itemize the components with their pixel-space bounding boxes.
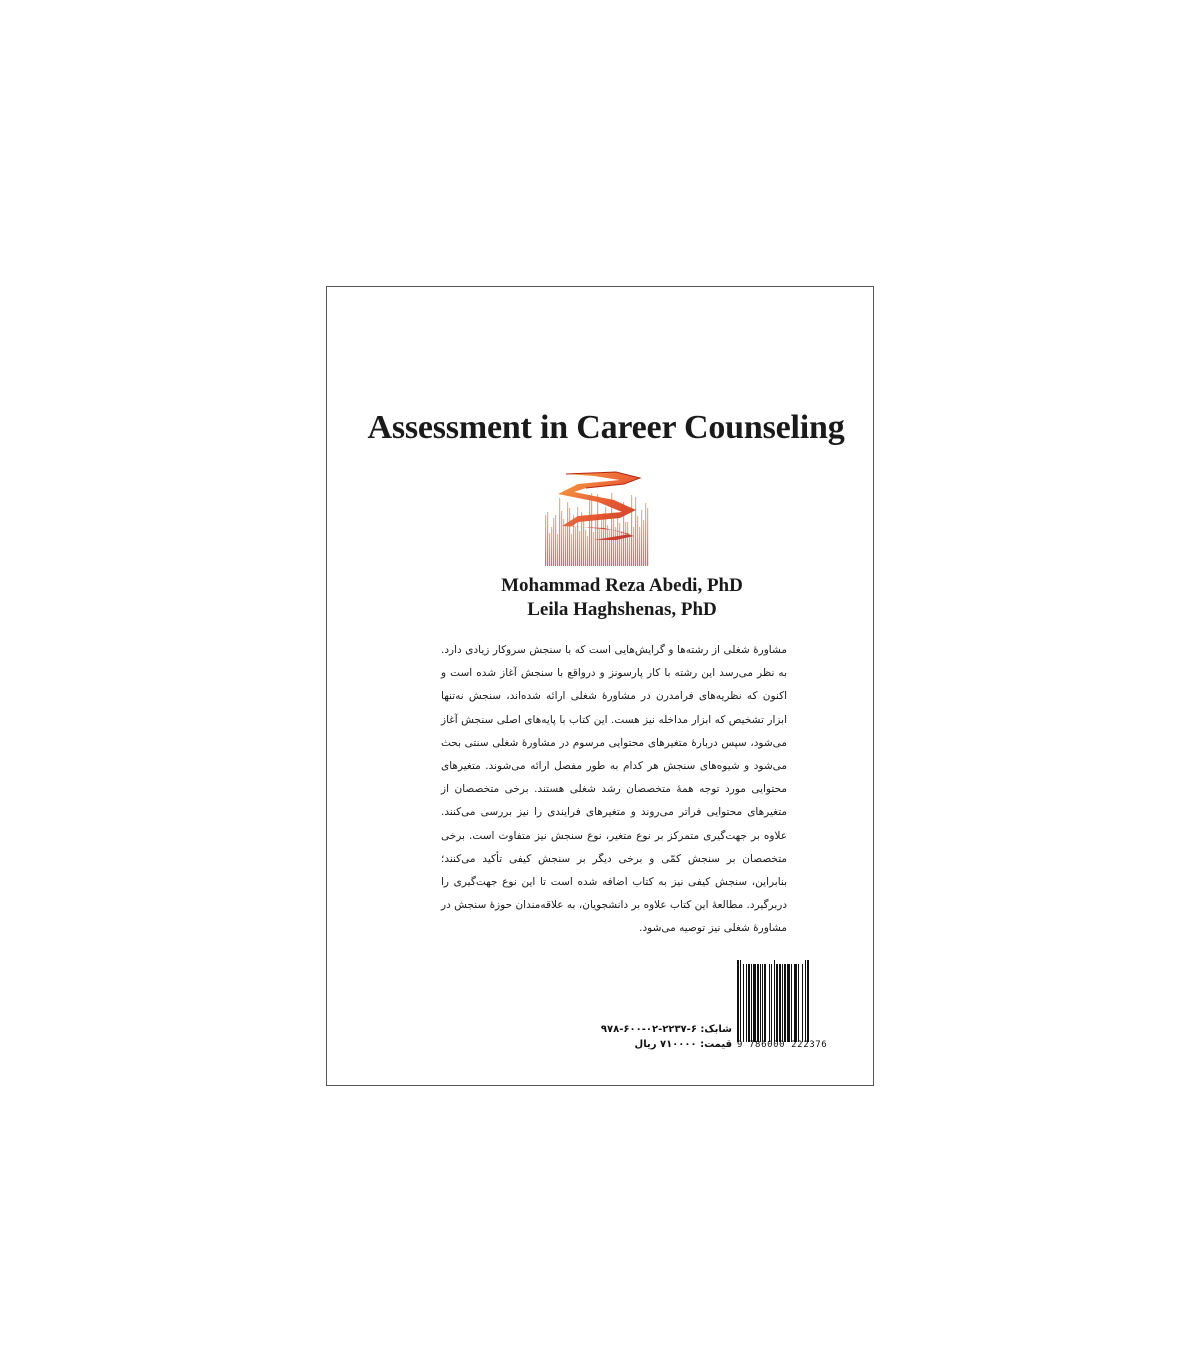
isbn-price-block bbox=[577, 1022, 732, 1052]
authors-block bbox=[327, 574, 873, 622]
author-name: Mohammad Reza Abedi, PhD bbox=[501, 575, 743, 596]
barcode-digits: 9 786000 222376 bbox=[737, 1040, 828, 1050]
barcode-icon bbox=[737, 960, 851, 1042]
book-title: Assessment in Career Counseling bbox=[367, 409, 845, 446]
author-name: Leila Haghshenas, PhD bbox=[527, 599, 717, 620]
isbn-barcode bbox=[737, 960, 851, 1052]
book-description bbox=[441, 639, 787, 941]
isbn-number: شابک: ۶-۲۲۳۷-۰۲-۶۰۰-۹۷۸ bbox=[600, 1024, 732, 1035]
price-label: قیمت: ۷۱۰۰۰۰ ریال bbox=[634, 1039, 732, 1050]
spiral-arrow-logo-icon bbox=[544, 470, 651, 566]
book-back-cover bbox=[326, 286, 874, 1086]
description-text: مشاورهٔ شغلی از رشته‌ها و گرایش‌هایی است که با سنجش سروکار زیادی دارد. به نظر می‌رسد این رشته با کار پارسونز و درواقع با سنجش آغاز شده است و اکنون که نظریه‌های فرامدرن در مشاورهٔ شغلی ارائه شده‌اند، سنجش نه‌تنها ابزار تشخیص که ابزار مداخله نیز هست. این کتاب با پایه‌های اصلی سنجش آغاز می‌شود، سپس دربارهٔ متغیرهای محتوایی مرسوم در مشاورهٔ شغلی سنتی بحث می‌شود و شیوه‌های سنجش هر کدام به طور مفصل ارائه می‌شوند. متغیرهای محتوایی مورد توجه همهٔ متخصصان رشد شغلی هستند. برخی متخصصان از متغیرهای محتوایی فراتر می‌روند و متغیرهای فرایندی را نیز بررسی می‌کنند. علاوه بر جهت‌گیری متمرکز بر نوع متغیر، نوع سنجش نیز متفاوت است. برخی متخصصان بر سنجش کمّی و برخی دیگر بر سنجش کیفی تأکید می‌کنند؛ بنابراین، سنجش کیفی نیز به کتاب اضافه شده است تا این نوع جهت‌گیری را دربرگیرد. مطالعهٔ این کتاب علاوه بر دانشجویان، به علاقه‌مندان حوزهٔ سنجش در مشاورهٔ شغلی نیز توصیه می‌شود. bbox=[441, 644, 787, 935]
